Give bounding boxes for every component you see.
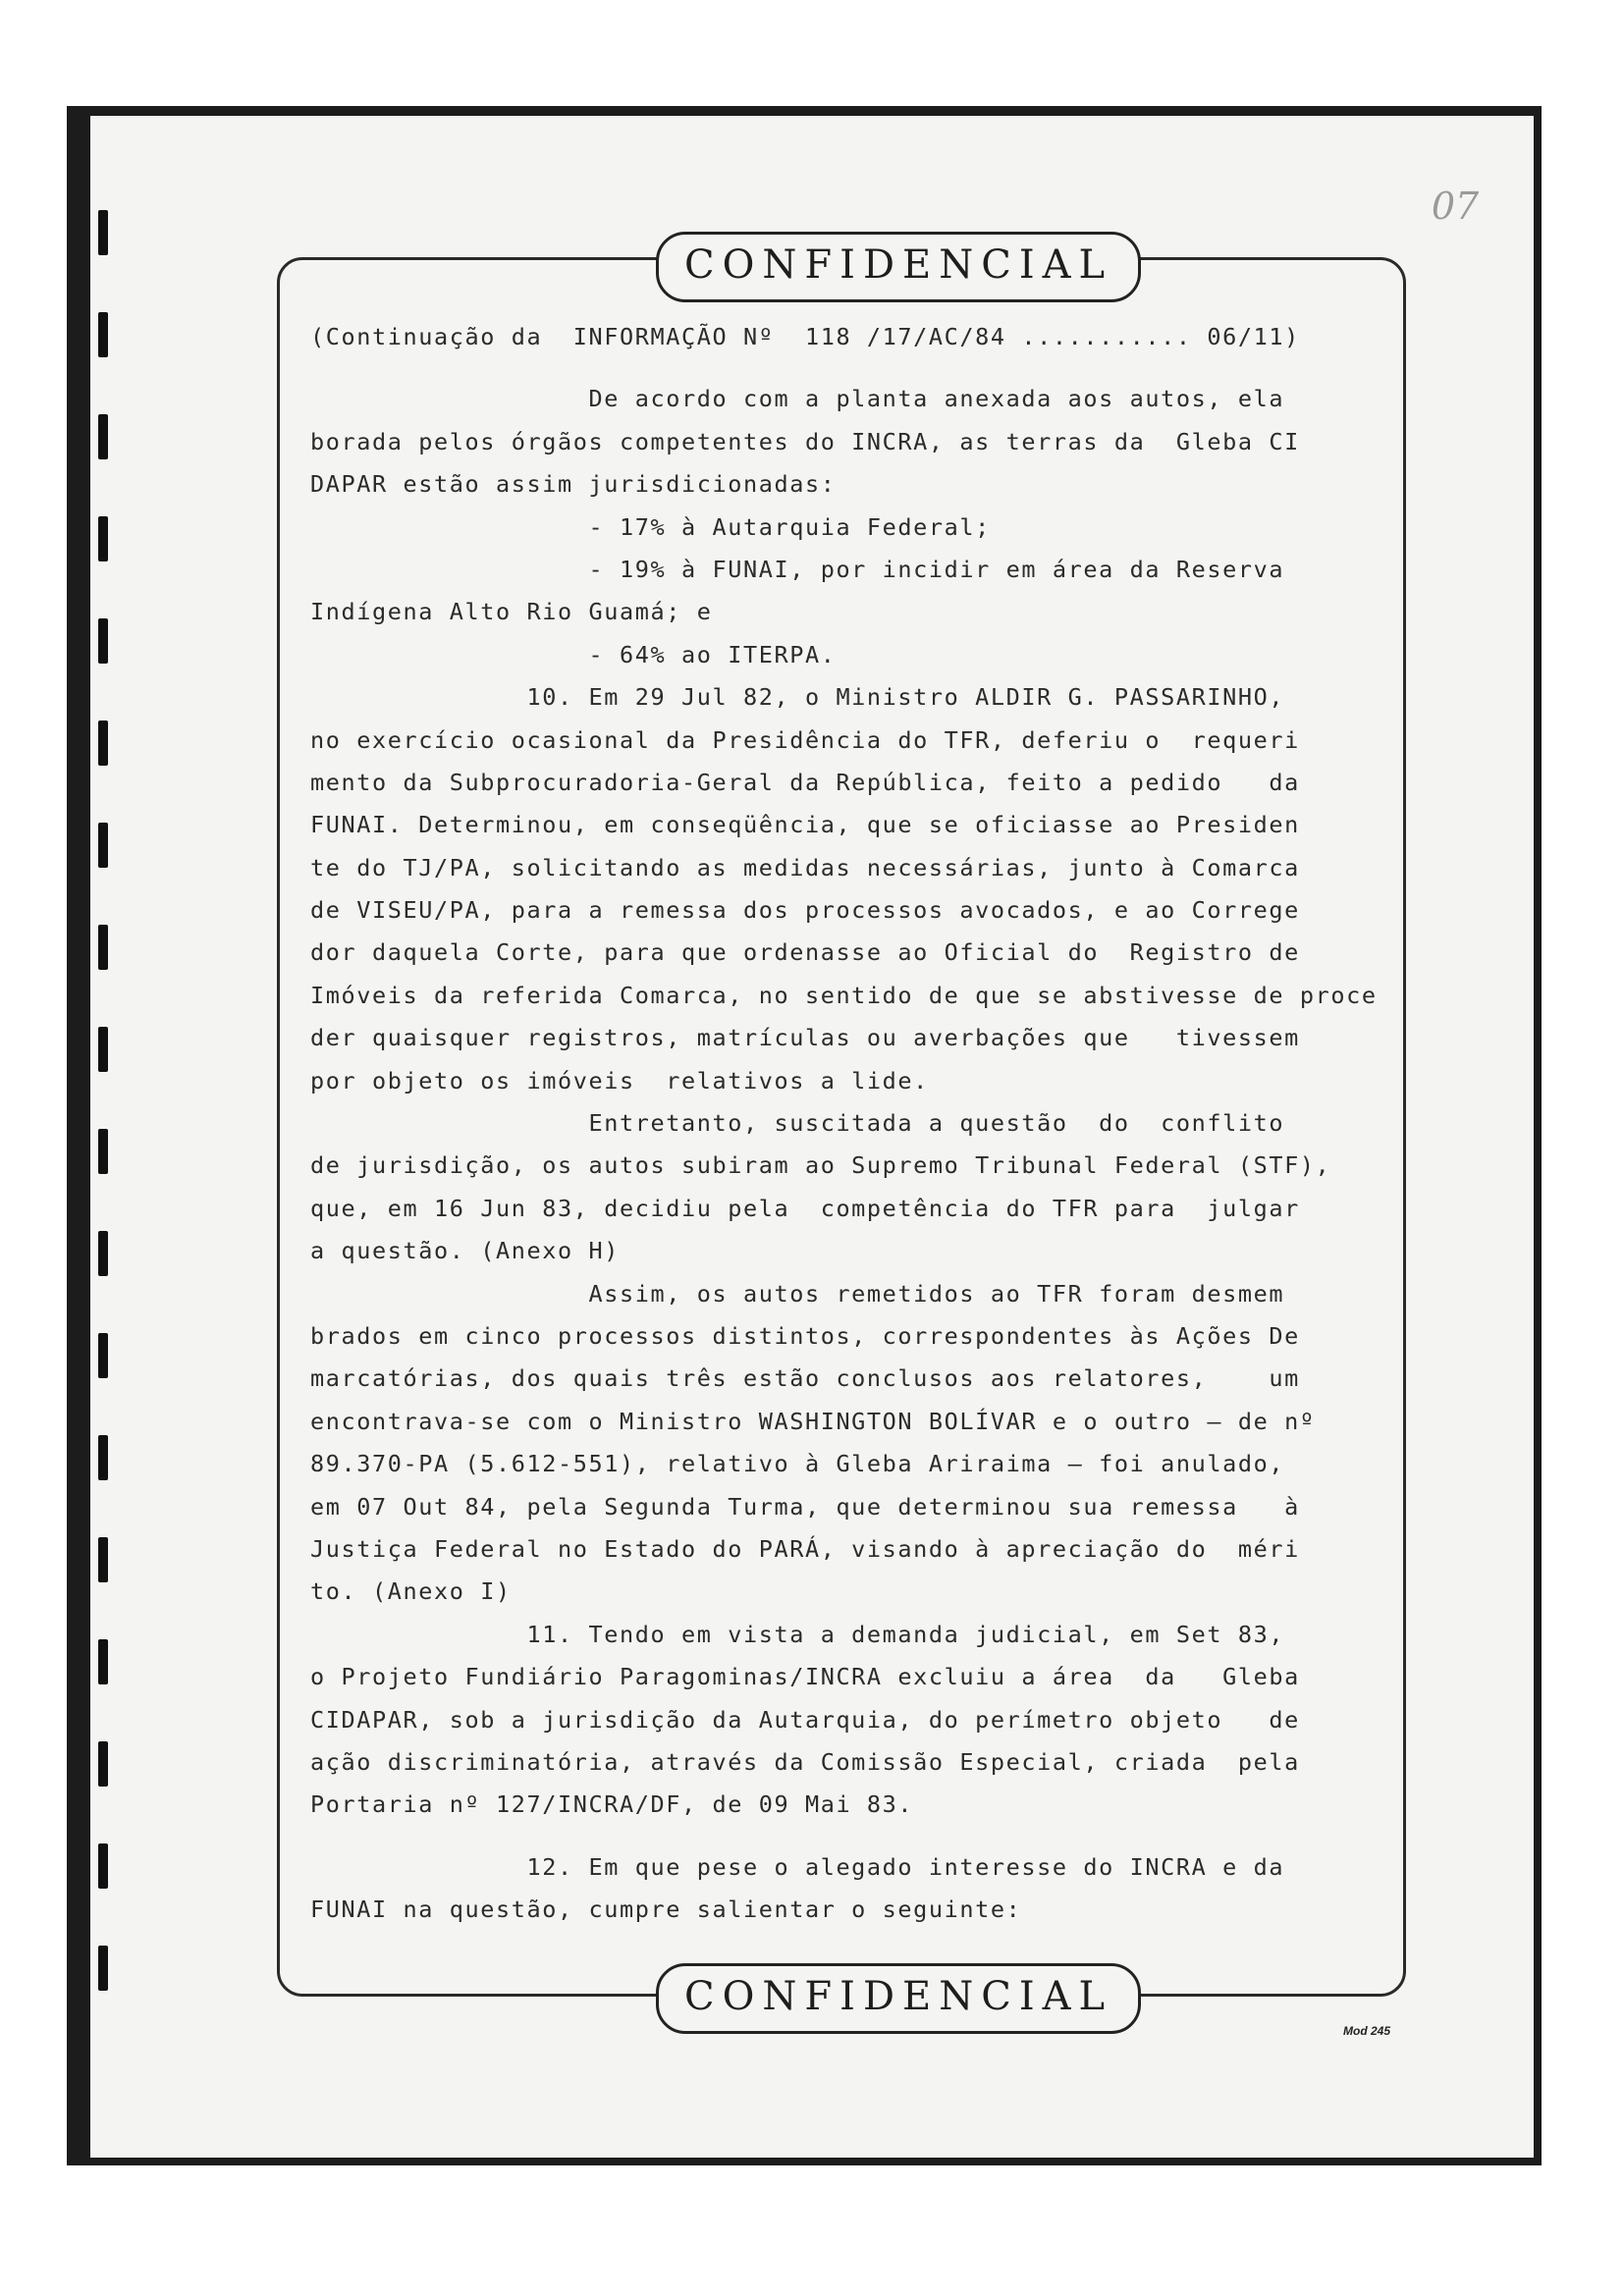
binder-holes (98, 116, 137, 2158)
text-line: Portaria nº 127/INCRA/DF, de 09 Mai 83. (310, 1790, 914, 1819)
form-code: Mod 245 (1343, 2024, 1391, 2038)
text-line: Imóveis da referida Comarca, no sentido de que se abstivesse de proce (310, 981, 1378, 1009)
handwritten-page-mark: 07 (1431, 185, 1480, 228)
binder-hole (98, 721, 108, 766)
text-line: por objeto os imóveis relativos a lide. (310, 1066, 929, 1095)
binder-hole (98, 414, 108, 459)
text-line: ação discriminatória, através da Comissão Especial, criada pela (310, 1747, 1300, 1776)
text-line: que, em 16 Jun 83, decidiu pela competência do TFR para julgar (310, 1194, 1300, 1222)
text-line: Justiça Federal no Estado do PARÁ, visando à apreciação do méri (310, 1534, 1300, 1563)
binder-hole (98, 1231, 108, 1276)
text-line: der quaisquer registros, matrículas ou averbações que tivessem (310, 1024, 1300, 1052)
binder-hole (98, 1129, 108, 1174)
text-line: DAPAR estão assim jurisdicionadas: (310, 470, 837, 499)
text-line: mento da Subprocuradoria-Geral da República, feito a pedido da (310, 768, 1300, 796)
text-line: de VISEU/PA, para a remessa dos processos avocados, e ao Correge (310, 896, 1300, 925)
binder-hole (98, 516, 108, 561)
text-line: 10. Em 29 Jul 82, o Ministro ALDIR G. PASSARINHO, (310, 683, 1285, 712)
text-line: FUNAI. Determinou, em conseqüência, que se oficiasse ao Presiden (310, 811, 1300, 839)
text-line: em 07 Out 84, pela Segunda Turma, que determinou sua remessa à (310, 1492, 1300, 1521)
text-line: dor daquela Corte, para que ordenasse ao Oficial do Registro de (310, 938, 1300, 967)
text-line: marcatórias, dos quais três estão conclusos aos relatores, um (310, 1364, 1300, 1393)
text-line (310, 358, 1380, 378)
text-line: Entretanto, suscitada a questão do conflito (310, 1109, 1285, 1138)
text-line: De acordo com a planta anexada aos autos, ela (310, 385, 1285, 413)
text-line: brados em cinco processos distintos, correspondentes às Ações De (310, 1321, 1300, 1350)
binder-hole (98, 925, 108, 970)
binder-hole (98, 1435, 108, 1480)
text-line: - 17% à Autarquia Federal; (310, 512, 991, 541)
binder-hole (98, 1843, 108, 1889)
text-line: o Projeto Fundiário Paragominas/INCRA excluiu a área da Gleba (310, 1663, 1300, 1691)
binder-hole (98, 618, 108, 664)
text-line (310, 1827, 1380, 1846)
text-line: de jurisdição, os autos subiram ao Supremo Tribunal Federal (STF), (310, 1151, 1331, 1180)
text-line: (Continuação da INFORMAÇÃO Nº 118 /17/AC/84 ........... 06/11) (310, 323, 1300, 350)
text-line: te do TJ/PA, solicitando as medidas necessárias, junto à Comarca (310, 853, 1300, 881)
text-line: encontrava-se com o Ministro WASHINGTON BOLÍVAR e o outro — de nº (310, 1407, 1316, 1435)
binder-hole (98, 1741, 108, 1787)
text-line: no exercício ocasional da Presidência do TFR, deferiu o requeri (310, 725, 1300, 754)
text-line: - 64% ao ITERPA. (310, 640, 837, 668)
confidential-stamp-top: CONFIDENCIAL (656, 232, 1141, 302)
binder-hole (98, 312, 108, 357)
text-line: 11. Tendo em vista a demanda judicial, em Set 83, (310, 1620, 1285, 1648)
binder-hole (98, 1946, 108, 1991)
document-body (310, 316, 1380, 1931)
text-line: Indígena Alto Rio Guamá; e (310, 598, 713, 626)
binder-hole (98, 1537, 108, 1582)
binder-hole (98, 1027, 108, 1072)
binder-hole (98, 1639, 108, 1684)
confidential-stamp-bottom: CONFIDENCIAL (656, 1963, 1141, 2034)
binder-hole (98, 210, 108, 255)
text-line: to. (Anexo I) (310, 1577, 512, 1606)
text-line: 89.370-PA (5.612-551), relativo à Gleba Ariraima — foi anulado, (310, 1450, 1285, 1478)
text-line: Assim, os autos remetidos ao TFR foram desmem (310, 1279, 1285, 1308)
text-line: - 19% à FUNAI, por incidir em área da Reserva (310, 555, 1285, 583)
binder-hole (98, 1333, 108, 1378)
text-line: 12. Em que pese o alegado interesse do INCRA e da (310, 1852, 1285, 1881)
text-line: FUNAI na questão, cumpre salientar o seguinte: (310, 1896, 1022, 1924)
text-line: a questão. (Anexo H) (310, 1237, 620, 1265)
binder-hole (98, 823, 108, 868)
text-line: CIDAPAR, sob a jurisdição da Autarquia, do perímetro objeto de (310, 1705, 1300, 1734)
text-line: borada pelos órgãos competentes do INCRA, as terras da Gleba CI (310, 427, 1300, 455)
